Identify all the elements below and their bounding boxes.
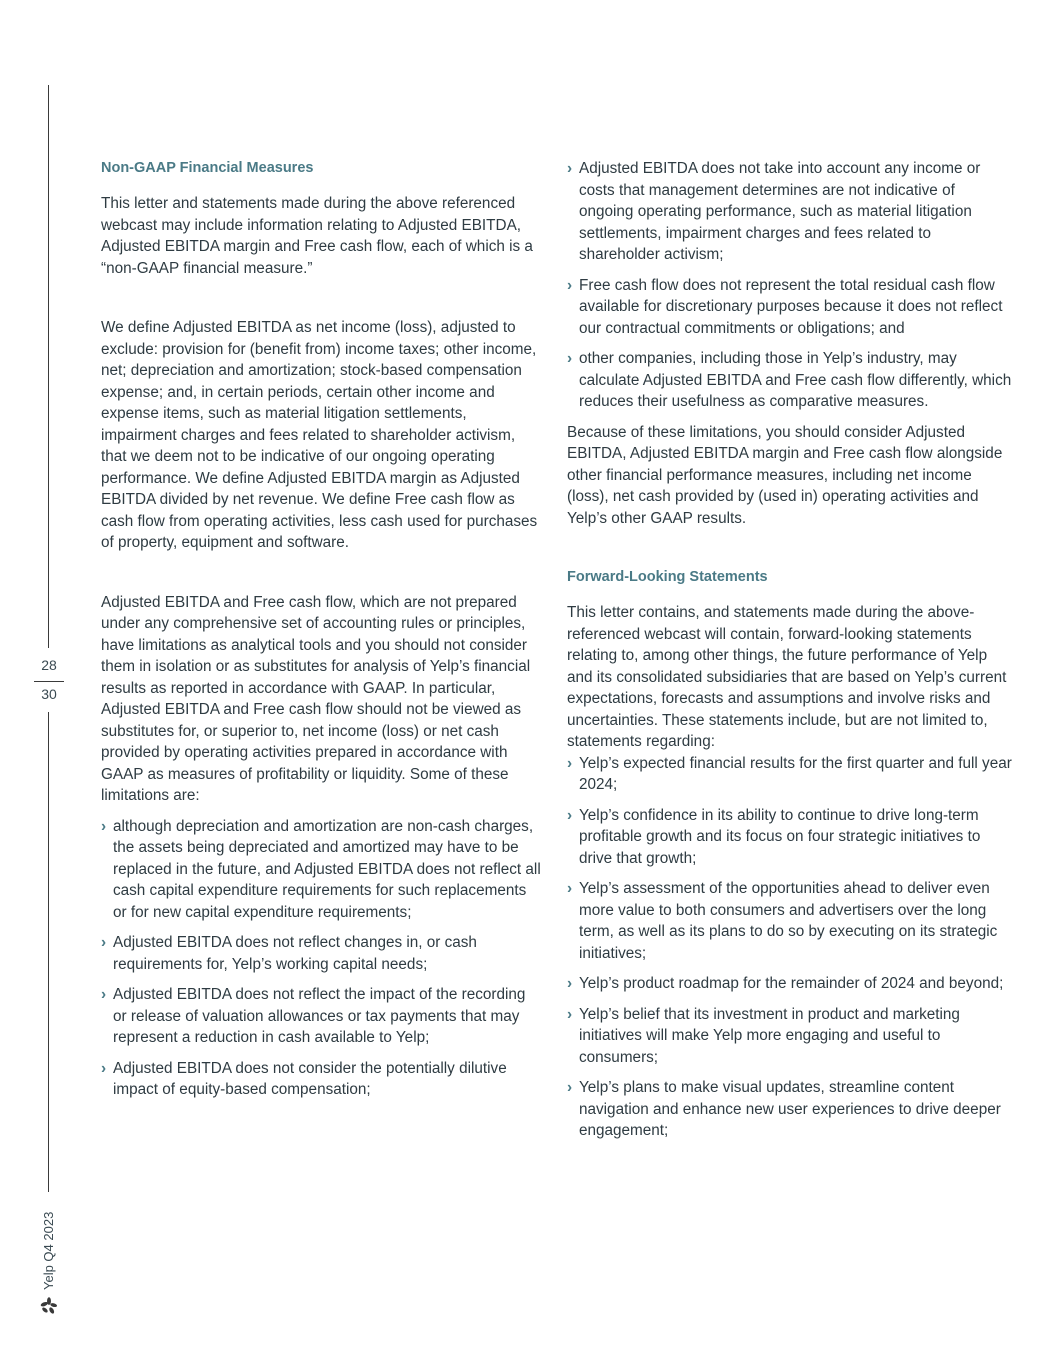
chevron-right-icon: › <box>567 276 573 294</box>
chevron-right-icon: › <box>567 160 573 177</box>
limitations-list <box>101 816 543 1101</box>
chevron-right-icon: › <box>567 880 573 897</box>
rail-divider-bottom <box>48 712 49 1192</box>
list-item: › Adjusted EBITDA does not reflect changes in, or cash requirements for, Yelp’s working capital needs; <box>101 934 477 973</box>
paragraph-forward-looking: This letter contains, and statements made during the above-referenced webcast will contain, forward-looking statements relating to, among other things, the future performance of Yelp and its consolidated subsidiaries that are based on Yelp’s current expectations, forecasts and assumptions and involve risks and uncertainties. These statements include, but are not limited to, statements regarding: <box>567 604 1007 750</box>
list-item: › Adjusted EBITDA does not take into account any income or costs that management determines are not indicative of ongoing operating performance, such as material litigation settlements, impairment charges and fees related to shareholder activism; <box>567 160 981 263</box>
forward-looking-list <box>567 753 1013 1142</box>
list-item: › Yelp’s assessment of the opportunities ahead to deliver even more value to both consumers and advertisers over the long term, as well as its plans to do so by executing on its strategic initiatives; <box>567 880 998 962</box>
chevron-right-icon: › <box>567 1005 573 1023</box>
chevron-right-icon: › <box>567 806 573 824</box>
list-item: › Adjusted EBITDA does not reflect the impact of the recording or release of valuation allowances or tax payments that may represent a reduction in cash available to Yelp; <box>101 986 526 1046</box>
chevron-right-icon: › <box>101 817 107 835</box>
list-item: › although depreciation and amortization are non-cash charges, the assets being depreciated and amortized may have to be replaced in the future, and Adjusted EBITDA does not reflect all cash capital expenditure requirements for such replacements or for new capital expenditure requirements; <box>101 817 541 921</box>
chevron-right-icon: › <box>567 975 573 992</box>
paragraph-limitations-intro: Adjusted EBITDA and Free cash flow, which are not prepared under any comprehensive set of accounting rules or principles, have limitations as analytical tools and you should not consider them in isolation or as substitutes for analysis of Yelp’s financial results as reported in accordance with GAAP. In particular, Adjusted EBITDA and Free cash flow should not be viewed as substitutes for, or superior to, net income (loss) or net cash provided by operating activities prepared in accordance with GAAP as measures of profitability or liquidity. Some of these limitations are: <box>101 593 531 804</box>
limitations-list-continued <box>567 158 1013 413</box>
rail-divider-top <box>48 85 49 648</box>
list-item: › other companies, including those in Yelp’s industry, may calculate Adjusted EBITDA and Free cash flow differently, which reduces their usefulness as comparative measures. <box>567 350 1012 410</box>
page-number-divider <box>34 681 64 682</box>
list-item: › Yelp’s belief that its investment in product and marketing initiatives will make Yelp more engaging and useful to consumers; <box>567 1005 960 1066</box>
chevron-right-icon: › <box>567 350 573 367</box>
right-column <box>567 158 1013 1151</box>
page-number-total: 30 <box>41 686 57 702</box>
paragraph-intro: This letter and statements made during the above referenced webcast may include information relating to Adjusted EBITDA, Adjusted EBITDA margin and Free cash flow, each of which is a “non-GAAP financial measure.” <box>101 195 533 277</box>
chevron-right-icon: › <box>101 1059 107 1077</box>
left-column <box>101 158 543 1110</box>
list-item: › Yelp’s confidence in its ability to continue to drive long-term profitable growth and its focus on four strategic initiatives to drive that growth; <box>567 806 981 867</box>
report-label: Yelp Q4 2023 <box>41 1211 56 1290</box>
list-item: › Adjusted EBITDA does not consider the potentially dilutive impact of equity-based compensation; <box>101 1059 507 1098</box>
chevron-right-icon: › <box>567 754 573 772</box>
chevron-right-icon: › <box>101 986 107 1003</box>
yelp-burst-icon <box>40 1297 58 1315</box>
list-item: › Yelp’s product roadmap for the remainder of 2024 and beyond; <box>567 973 1013 995</box>
chevron-right-icon: › <box>567 1079 573 1096</box>
section-heading-forward-looking: Forward-Looking Statements <box>567 569 768 585</box>
chevron-right-icon: › <box>101 934 107 951</box>
paragraph-because-of-limitations: Because of these limitations, you should consider Adjusted EBITDA, Adjusted EBITDA margin and Free cash flow alongside other financial performance measures, including net income (loss), net cash provided by (used in) operating activities and Yelp’s other GAAP results. <box>567 423 1003 527</box>
section-heading-non-gaap: Non-GAAP Financial Measures <box>101 160 314 176</box>
list-item: › Yelp’s expected financial results for the first quarter and full year 2024; <box>567 754 1012 793</box>
page-number-current: 28 <box>41 657 57 673</box>
list-item: › Yelp’s plans to make visual updates, streamline content navigation and enhance new user experiences to drive deeper engagement; <box>567 1079 1001 1139</box>
list-item: › Free cash flow does not represent the total residual cash flow available for discretionary purposes because it does not reflect our contractual commitments or obligations; and <box>567 276 1003 337</box>
paragraph-definitions: We define Adjusted EBITDA as net income (loss), adjusted to exclude: provision for (benefit from) income taxes; other income, net; depreciation and amortization; stock-based compensation expense; and, in certain periods, certain other income and expense items, such as material litigation settlements, impairment charges and fees related to shareholder activism, that we deem not to be indicative of our ongoing operating performance. We define Adjusted EBITDA margin as Adjusted EBITDA divided by net revenue. We define Free cash flow as cash flow from operating activities, less cash used for purchases of property, equipment and software. <box>101 319 538 551</box>
